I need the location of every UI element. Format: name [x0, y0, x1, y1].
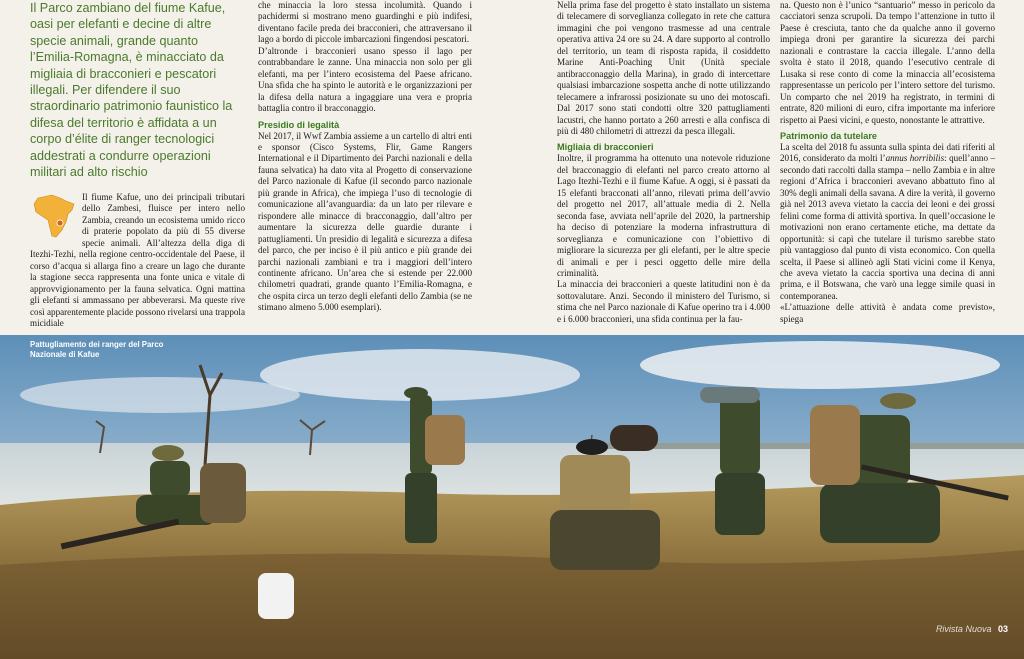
- column-2: [258, 0, 472, 314]
- col3-paragraph-2: Inoltre, il programma ha ottenuto una notevole riduzione del bracconaggio di elefanti nel parco creato attorno al Lago Itezhi-Tezhi e il fiume Kafue. A oggi, si è passati da 15 elefanti bracconati all’anno, rilevati prima dell’avvio del progetto nel 2017, all’attuale media di 2. Nella seconda fase, avviata nell’aprile del 2020, la partnership ha deciso di potenziare la moderna infrastruttura di sorveglianza e comunicazione con l’obiettivo di migliorare la sicurezza per gli elefanti, per le altre specie di animali e per i pesci oggetto delle mire della criminalità.: [557, 153, 770, 278]
- section-heading-bracconieri: Migliaia di bracconieri: [557, 142, 654, 153]
- col3-paragraph-3: La minaccia dei bracconieri a queste latitudini non è da sottovalutare. Anzi. Secondo il ministero del Turismo, si stima che nel Parco nazionale di Kafue operino tra i 4.000 e i 6.000 bracconieri, una sfida continua per la fau-: [557, 279, 770, 324]
- section-heading-patrimonio: Patrimonio da tutelare: [780, 130, 877, 141]
- intro-text: Il fiume Kafue, uno dei principali tributari dello Zambesi, fluisce per intero nello Zambia, creando un ecosistema umido ricco di praterie popolato da più di 55 diverse specie animali. All’altezza della diga di Itezhi-Tezhi, nella regione centro-occidentale del Paese, il corso d’acqua si allarga fino a creare un lago che durante la stagione secca rappresenta una fonte unica e vitale di approvvigionamento per la fauna selvatica. Ogni mattina gli elefanti si ammassano per abbeverarsi. Ma queste rive così apparentemente placide possono rivelarsi una trappola micidiale: [30, 192, 245, 328]
- col4-paragraph-2: La scelta del 2018 fu assunta sulla spinta dei dati riferiti al 2016, considerato da molti l’annus horribilis: quell’anno – secondo dati raccolti dalla stampa – nello Zambia e in altre regioni d’Africa i bracconieri avevano abbattuto fino al 30% degli animali della savana. A dire la verità, il governo già nel 2013 aveva vietato la caccia dei leoni e dei grossi felini come forma di attività sportiva. In quell’occasione le motivazioni non erano certamente etiche, ma dettate da opportunità: si capì che tutelare il turismo sarebbe stato più vantaggioso dal punto di vista economico. Con quella scelta, il Paese si allineò agli Stati vicini come il Kenya, che aveva vietato la caccia sportiva una decina di anni prima, e il Botswana, che varò una legge simile quasi in contemporanea.: [780, 141, 996, 301]
- col3-paragraph-1: Nella prima fase del progetto è stato installato un sistema di telecamere di sorveglianza collegato in rete che cattura immagini che poi vengono trasmesse ad una centrale operativa attiva 24 ore su 24. A dare supporto al controllo del territorio, un team di risposta rapida, il cosiddetto Marine Anti-Poaching Unit (Unità speciale antibracconaggio della Marina), in grado di intercettare qualsiasi imbarcazione sospetta anche di notte utilizzando telecamere a infrarossi posizionate su uno dei motoscafi. Dal 2017 sono stati condotti oltre 320 pattugliamenti lacustri, che hanno portato a 260 arresti e alla confisca di più di 480 chilometri di attrezzi da pesca illegali.: [557, 0, 770, 136]
- photo-caption: Pattugliamento dei ranger del Parco Nazionale di Kafue: [30, 340, 164, 359]
- article-lede: Il Parco zambiano del fiume Kafue, oasi per elefanti e decine di altre specie animali, grande quanto l’Emilia-Romagna, è minacciato da migliaia di bracconieri e pescatori illegali. Per difendere il suo straordinario patrimonio faunistico la difesa del territorio è affidata a un corpo d’élite di ranger tecnologici addestrati a condurre operazioni militari ad alto rischio: [30, 1, 233, 180]
- page-number: 03: [997, 624, 1008, 634]
- col4-paragraph-3: «L’attuazione delle attività è andata come previsto», spiega: [780, 302, 995, 324]
- magazine-name: Rivista Nuova: [935, 624, 992, 634]
- col4-paragraph-1: na. Questo non è l’unico “santuario” messo in pericolo da cacciatori senza scrupoli. Da tempo l’attenzione in tutto il Paese è cresciuta, tanto che da qualche anno il governo impiega droni per garantire la sicurezza dei parchi nazionali e contrastare la caccia illegale. L’anno della svolta è stato il 2018, quando l’esecutivo centrale di Lusaka si rese conto di come la minaccia all’ecosistema rappresentasse un pericolo per l’intero settore del turismo. Un comparto che nel 2019 ha registrato, in termini di entrate, 820 milioni di euro, cifra importante ma inferiore rispetto ai Paesi vicini, e questo, nonostante le attrattive.: [780, 0, 995, 125]
- col2-paragraph-1: che minaccia la loro stessa incolumità. Quando i pachidermi si mostrano meno guardinghi e più indifesi, diventano facile preda dei bracconieri, che attraversano il lago a bordo di piccole imbarcazioni fingendosi pescatori.: [258, 0, 472, 45]
- africa-map-icon: [30, 192, 80, 240]
- column-3: [557, 0, 770, 325]
- section-heading-legalita: Presidio di legalità: [258, 119, 340, 130]
- page-folio: [936, 624, 1008, 634]
- ranger-patrol-photo: [0, 335, 1024, 659]
- column-4: [780, 0, 995, 325]
- col2-paragraph-3: Nel 2017, il Wwf Zambia assieme a un cartello di altri enti e sponsor (Cisco Systems, Flir, Game Rangers International e il Dipartimento dei Parchi nazionali e della fauna selvatica) ha dato vita al Progetto di conservazione del Parco nazionale di Kafue (il secondo parco nazionale più grande in Africa), che impiega l’uso di tecnologie di comunicazione all’avanguardia: da un lato per rilevare e rispondere alle minacce di bracconaggio, dall’altro per aumentare la sicurezza delle guardie durante i pattugliamenti. Un presidio di legalità e sicurezza a difesa del parco, che per inciso è il più antico e più grande dei parchi nazionali zambiani e tra i maggiori dell’intero continente africano. Un’area che si estende per 22.000 chilometri quadrati, grande quanto l’Emilia-Romagna, e che ospita circa un terzo degli elefanti dello Zambia (se ne stimano almeno 5.000 esemplari).: [258, 130, 472, 313]
- col2-paragraph-2: D’altronde i bracconieri usano spesso il lago per contrabbandare le zanne. Una minaccia non solo per gli elefanti, ma per l’intero ecosistema del Paese africano. Una sfida che ha spinto le autorità e le organizzazioni per la difesa della natura a ingaggiare una vera e propria battaglia contro il bracconaggio.: [258, 45, 472, 114]
